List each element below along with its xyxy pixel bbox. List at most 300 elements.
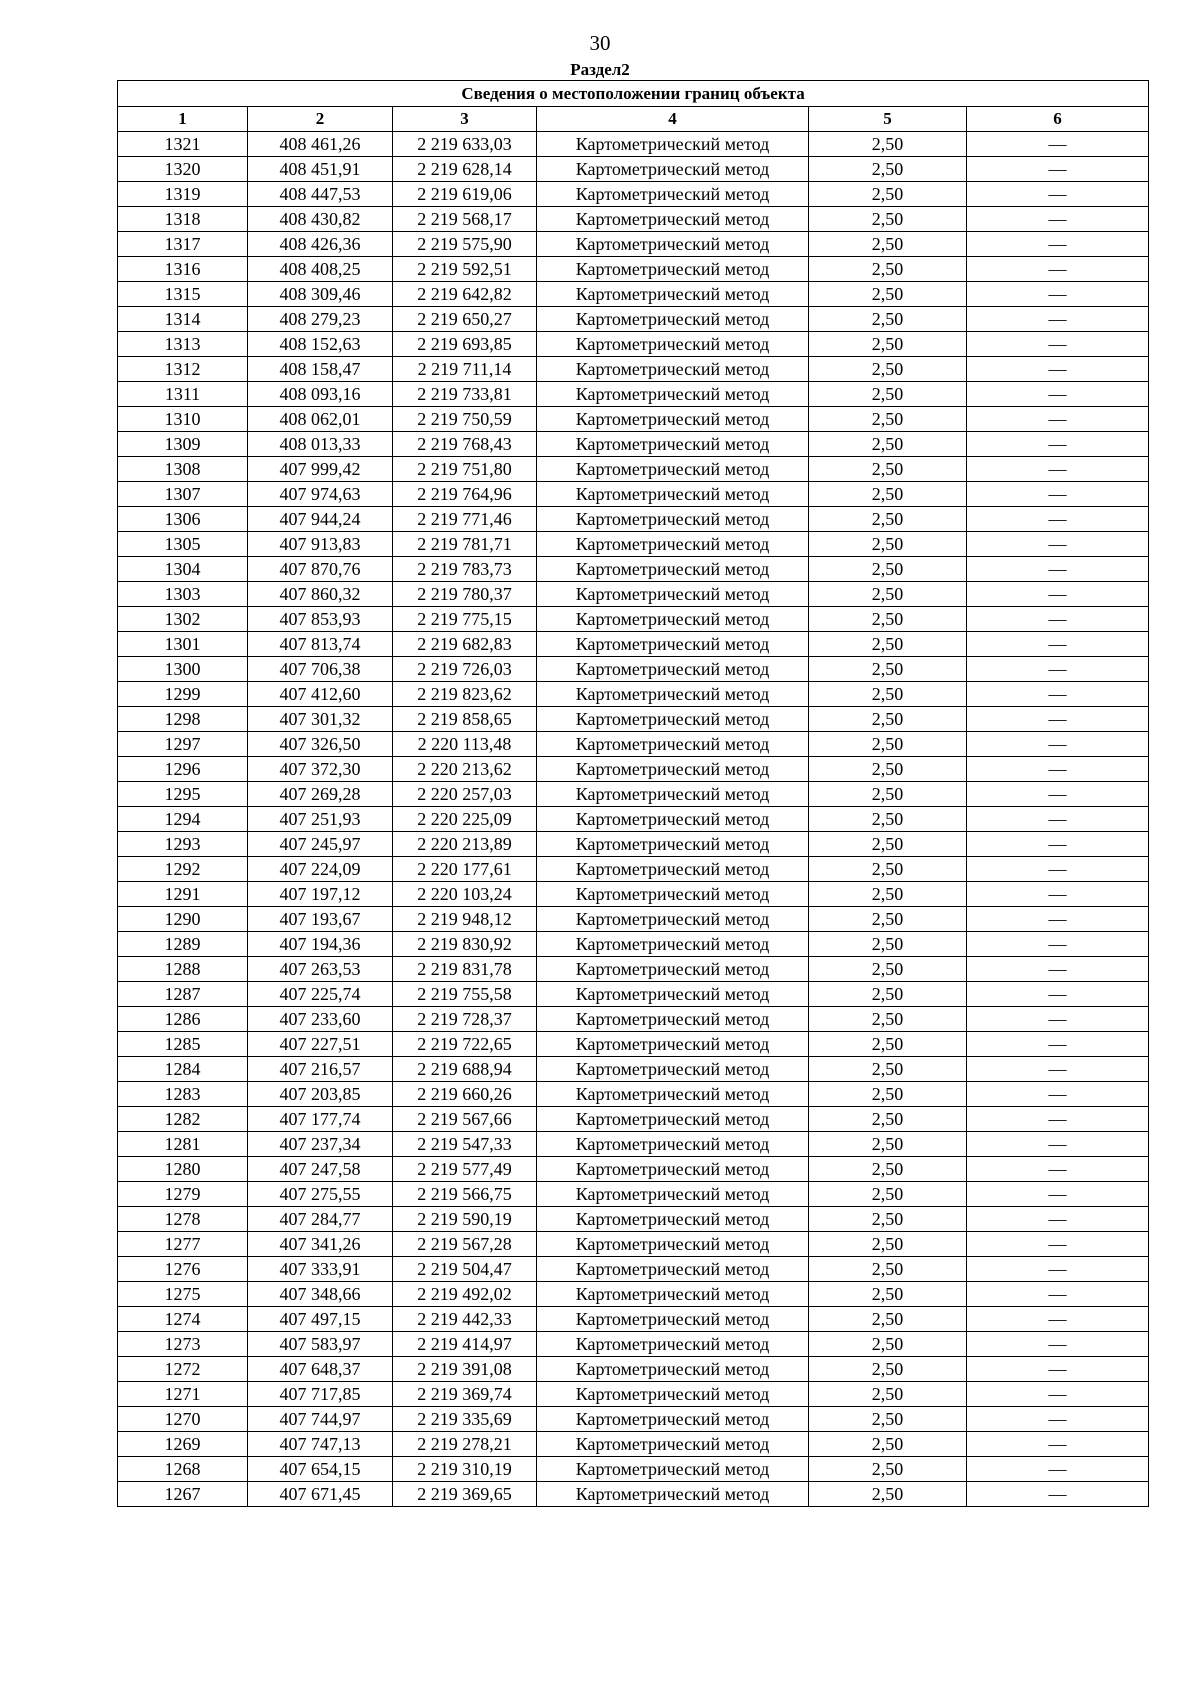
x-coordinate-cell: 407 372,30: [248, 757, 393, 782]
method-cell: Картометрический метод: [537, 357, 809, 382]
x-coordinate-cell: 407 301,32: [248, 707, 393, 732]
method-cell: Картометрический метод: [537, 807, 809, 832]
description-cell: —: [967, 357, 1149, 382]
x-coordinate-cell: 407 224,09: [248, 857, 393, 882]
description-cell: —: [967, 1132, 1149, 1157]
accuracy-cell: 2,50: [809, 1357, 967, 1382]
point-number-cell: 1312: [118, 357, 248, 382]
accuracy-cell: 2,50: [809, 282, 967, 307]
x-coordinate-cell: 407 853,93: [248, 607, 393, 632]
accuracy-cell: 2,50: [809, 1457, 967, 1482]
method-cell: Картометрический метод: [537, 832, 809, 857]
accuracy-cell: 2,50: [809, 1132, 967, 1157]
point-number-cell: 1309: [118, 432, 248, 457]
method-cell: Картометрический метод: [537, 382, 809, 407]
point-number-cell: 1271: [118, 1382, 248, 1407]
description-cell: —: [967, 1407, 1149, 1432]
description-cell: —: [967, 482, 1149, 507]
page-number: 30: [589, 31, 611, 55]
x-coordinate-cell: 408 279,23: [248, 307, 393, 332]
x-coordinate-cell: 408 430,82: [248, 207, 393, 232]
y-coordinate-cell: 2 220 103,24: [393, 882, 537, 907]
description-cell: —: [967, 1082, 1149, 1107]
point-number-cell: 1279: [118, 1182, 248, 1207]
x-coordinate-cell: 407 284,77: [248, 1207, 393, 1232]
x-coordinate-cell: 407 263,53: [248, 957, 393, 982]
y-coordinate-cell: 2 219 650,27: [393, 307, 537, 332]
description-cell: —: [967, 1107, 1149, 1132]
y-coordinate-cell: 2 219 693,85: [393, 332, 537, 357]
y-coordinate-cell: 2 219 633,03: [393, 132, 537, 157]
point-number-cell: 1291: [118, 882, 248, 907]
point-number-cell: 1268: [118, 1457, 248, 1482]
table-row: [118, 232, 1149, 257]
method-cell: Картометрический метод: [537, 557, 809, 582]
accuracy-cell: 2,50: [809, 582, 967, 607]
method-cell: Картометрический метод: [537, 607, 809, 632]
x-coordinate-cell: 407 870,76: [248, 557, 393, 582]
point-number-cell: 1292: [118, 857, 248, 882]
point-number-cell: 1318: [118, 207, 248, 232]
y-coordinate-cell: 2 219 722,65: [393, 1032, 537, 1057]
y-coordinate-cell: 2 219 831,78: [393, 957, 537, 982]
table-row: [118, 582, 1149, 607]
y-coordinate-cell: 2 219 278,21: [393, 1432, 537, 1457]
method-cell: Картометрический метод: [537, 732, 809, 757]
accuracy-cell: 2,50: [809, 1482, 967, 1507]
point-number-cell: 1269: [118, 1432, 248, 1457]
accuracy-cell: 2,50: [809, 1332, 967, 1357]
description-cell: —: [967, 1482, 1149, 1507]
accuracy-cell: 2,50: [809, 682, 967, 707]
y-coordinate-cell: 2 219 750,59: [393, 407, 537, 432]
y-coordinate-cell: 2 219 642,82: [393, 282, 537, 307]
y-coordinate-cell: 2 220 213,89: [393, 832, 537, 857]
section-title: Раздел2: [570, 60, 630, 79]
method-cell: Картометрический метод: [537, 707, 809, 732]
x-coordinate-cell: 407 227,51: [248, 1032, 393, 1057]
x-coordinate-cell: 408 158,47: [248, 357, 393, 382]
table-header-row: [118, 107, 1149, 132]
point-number-cell: 1303: [118, 582, 248, 607]
method-cell: Картометрический метод: [537, 1357, 809, 1382]
table-caption: Сведения о местоположении границ объекта: [118, 81, 1149, 107]
description-cell: —: [967, 607, 1149, 632]
point-number-cell: 1321: [118, 132, 248, 157]
description-cell: —: [967, 1157, 1149, 1182]
method-cell: Картометрический метод: [537, 632, 809, 657]
accuracy-cell: 2,50: [809, 1432, 967, 1457]
description-cell: —: [967, 1232, 1149, 1257]
point-number-cell: 1320: [118, 157, 248, 182]
accuracy-cell: 2,50: [809, 957, 967, 982]
y-coordinate-cell: 2 219 711,14: [393, 357, 537, 382]
table-row: [118, 1382, 1149, 1407]
table-body: [118, 132, 1149, 1507]
point-number-cell: 1287: [118, 982, 248, 1007]
table-row: [118, 807, 1149, 832]
description-cell: —: [967, 232, 1149, 257]
y-coordinate-cell: 2 219 823,62: [393, 682, 537, 707]
x-coordinate-cell: 407 583,97: [248, 1332, 393, 1357]
point-number-cell: 1300: [118, 657, 248, 682]
description-cell: —: [967, 1457, 1149, 1482]
point-number-cell: 1273: [118, 1332, 248, 1357]
description-cell: —: [967, 807, 1149, 832]
accuracy-cell: 2,50: [809, 1382, 967, 1407]
y-coordinate-cell: 2 219 577,49: [393, 1157, 537, 1182]
description-cell: —: [967, 1282, 1149, 1307]
method-cell: Картометрический метод: [537, 1307, 809, 1332]
x-coordinate-cell: 407 671,45: [248, 1482, 393, 1507]
y-coordinate-cell: 2 219 442,33: [393, 1307, 537, 1332]
accuracy-cell: 2,50: [809, 757, 967, 782]
table-row: [118, 1432, 1149, 1457]
table-row: [118, 757, 1149, 782]
description-cell: —: [967, 182, 1149, 207]
y-coordinate-cell: 2 219 391,08: [393, 1357, 537, 1382]
y-coordinate-cell: 2 219 492,02: [393, 1282, 537, 1307]
x-coordinate-cell: 407 247,58: [248, 1157, 393, 1182]
description-cell: —: [967, 657, 1149, 682]
description-cell: —: [967, 1257, 1149, 1282]
table-row: [118, 457, 1149, 482]
accuracy-cell: 2,50: [809, 907, 967, 932]
x-coordinate-cell: 407 706,38: [248, 657, 393, 682]
method-cell: Картометрический метод: [537, 1457, 809, 1482]
y-coordinate-cell: 2 219 619,06: [393, 182, 537, 207]
description-cell: —: [967, 1432, 1149, 1457]
point-number-cell: 1307: [118, 482, 248, 507]
x-coordinate-cell: 407 744,97: [248, 1407, 393, 1432]
method-cell: Картометрический метод: [537, 282, 809, 307]
point-number-cell: 1293: [118, 832, 248, 857]
point-number-cell: 1284: [118, 1057, 248, 1082]
x-coordinate-cell: 407 251,93: [248, 807, 393, 832]
point-number-cell: 1285: [118, 1032, 248, 1057]
y-coordinate-cell: 2 219 830,92: [393, 932, 537, 957]
method-cell: Картометрический метод: [537, 1182, 809, 1207]
accuracy-cell: 2,50: [809, 707, 967, 732]
accuracy-cell: 2,50: [809, 1232, 967, 1257]
method-cell: Картометрический метод: [537, 982, 809, 1007]
description-cell: —: [967, 1032, 1149, 1057]
description-cell: —: [967, 582, 1149, 607]
point-number-cell: 1315: [118, 282, 248, 307]
method-cell: Картометрический метод: [537, 207, 809, 232]
method-cell: Картометрический метод: [537, 657, 809, 682]
y-coordinate-cell: 2 219 628,14: [393, 157, 537, 182]
table-row: [118, 607, 1149, 632]
accuracy-cell: 2,50: [809, 732, 967, 757]
description-cell: —: [967, 1207, 1149, 1232]
point-number-cell: 1270: [118, 1407, 248, 1432]
description-cell: —: [967, 882, 1149, 907]
table-row: [118, 282, 1149, 307]
table-row: [118, 632, 1149, 657]
method-cell: Картометрический метод: [537, 1407, 809, 1432]
accuracy-cell: 2,50: [809, 407, 967, 432]
y-coordinate-cell: 2 220 225,09: [393, 807, 537, 832]
description-cell: —: [967, 1357, 1149, 1382]
description-cell: —: [967, 1057, 1149, 1082]
accuracy-cell: 2,50: [809, 932, 967, 957]
y-coordinate-cell: 2 219 948,12: [393, 907, 537, 932]
x-coordinate-cell: 407 341,26: [248, 1232, 393, 1257]
x-coordinate-cell: 407 193,67: [248, 907, 393, 932]
table-row: [118, 1482, 1149, 1507]
table-row: [118, 882, 1149, 907]
method-cell: Картометрический метод: [537, 457, 809, 482]
table-row: [118, 682, 1149, 707]
accuracy-cell: 2,50: [809, 607, 967, 632]
accuracy-cell: 2,50: [809, 332, 967, 357]
table-row: [118, 707, 1149, 732]
y-coordinate-cell: 2 219 771,46: [393, 507, 537, 532]
point-number-cell: 1298: [118, 707, 248, 732]
accuracy-cell: 2,50: [809, 832, 967, 857]
x-coordinate-cell: 407 913,83: [248, 532, 393, 557]
method-cell: Картометрический метод: [537, 1107, 809, 1132]
method-cell: Картометрический метод: [537, 1232, 809, 1257]
table-row: [118, 382, 1149, 407]
method-cell: Картометрический метод: [537, 857, 809, 882]
table-row: [118, 407, 1149, 432]
y-coordinate-cell: 2 219 780,37: [393, 582, 537, 607]
point-number-cell: 1313: [118, 332, 248, 357]
description-cell: —: [967, 1307, 1149, 1332]
table-row: [118, 657, 1149, 682]
accuracy-cell: 2,50: [809, 132, 967, 157]
description-cell: —: [967, 632, 1149, 657]
point-number-cell: 1278: [118, 1207, 248, 1232]
point-number-cell: 1274: [118, 1307, 248, 1332]
description-cell: —: [967, 957, 1149, 982]
point-number-cell: 1277: [118, 1232, 248, 1257]
accuracy-cell: 2,50: [809, 982, 967, 1007]
y-coordinate-cell: 2 219 568,17: [393, 207, 537, 232]
point-number-cell: 1283: [118, 1082, 248, 1107]
accuracy-cell: 2,50: [809, 432, 967, 457]
table-row: [118, 1332, 1149, 1357]
description-cell: —: [967, 557, 1149, 582]
x-coordinate-cell: 408 408,25: [248, 257, 393, 282]
column-header: 5: [809, 107, 967, 132]
table-row: [118, 857, 1149, 882]
column-header: 2: [248, 107, 393, 132]
table-row: [118, 257, 1149, 282]
point-number-cell: 1311: [118, 382, 248, 407]
y-coordinate-cell: 2 219 335,69: [393, 1407, 537, 1432]
description-cell: —: [967, 857, 1149, 882]
accuracy-cell: 2,50: [809, 207, 967, 232]
accuracy-cell: 2,50: [809, 457, 967, 482]
accuracy-cell: 2,50: [809, 857, 967, 882]
point-number-cell: 1306: [118, 507, 248, 532]
description-cell: —: [967, 932, 1149, 957]
table-row: [118, 1457, 1149, 1482]
table-row: [118, 1082, 1149, 1107]
table-row: [118, 1307, 1149, 1332]
y-coordinate-cell: 2 219 858,65: [393, 707, 537, 732]
x-coordinate-cell: 407 654,15: [248, 1457, 393, 1482]
x-coordinate-cell: 408 447,53: [248, 182, 393, 207]
x-coordinate-cell: 407 197,12: [248, 882, 393, 907]
method-cell: Картометрический метод: [537, 1082, 809, 1107]
description-cell: —: [967, 782, 1149, 807]
accuracy-cell: 2,50: [809, 307, 967, 332]
table-row: [118, 932, 1149, 957]
y-coordinate-cell: 2 219 369,65: [393, 1482, 537, 1507]
x-coordinate-cell: 407 275,55: [248, 1182, 393, 1207]
table-row: [118, 157, 1149, 182]
description-cell: —: [967, 1182, 1149, 1207]
accuracy-cell: 2,50: [809, 557, 967, 582]
method-cell: Картометрический метод: [537, 432, 809, 457]
point-number-cell: 1290: [118, 907, 248, 932]
table-row: [118, 832, 1149, 857]
x-coordinate-cell: 407 233,60: [248, 1007, 393, 1032]
description-cell: —: [967, 207, 1149, 232]
accuracy-cell: 2,50: [809, 882, 967, 907]
method-cell: Картометрический метод: [537, 182, 809, 207]
method-cell: Картометрический метод: [537, 1432, 809, 1457]
description-cell: —: [967, 282, 1149, 307]
method-cell: Картометрический метод: [537, 757, 809, 782]
accuracy-cell: 2,50: [809, 357, 967, 382]
method-cell: Картометрический метод: [537, 1482, 809, 1507]
accuracy-cell: 2,50: [809, 657, 967, 682]
method-cell: Картометрический метод: [537, 332, 809, 357]
accuracy-cell: 2,50: [809, 182, 967, 207]
x-coordinate-cell: 407 648,37: [248, 1357, 393, 1382]
y-coordinate-cell: 2 220 177,61: [393, 857, 537, 882]
x-coordinate-cell: 407 194,36: [248, 932, 393, 957]
x-coordinate-cell: 408 426,36: [248, 232, 393, 257]
x-coordinate-cell: 407 348,66: [248, 1282, 393, 1307]
x-coordinate-cell: 408 451,91: [248, 157, 393, 182]
table-row: [118, 507, 1149, 532]
y-coordinate-cell: 2 219 682,83: [393, 632, 537, 657]
x-coordinate-cell: 407 216,57: [248, 1057, 393, 1082]
method-cell: Картометрический метод: [537, 1032, 809, 1057]
description-cell: —: [967, 532, 1149, 557]
point-number-cell: 1281: [118, 1132, 248, 1157]
y-coordinate-cell: 2 219 733,81: [393, 382, 537, 407]
description-cell: —: [967, 1382, 1149, 1407]
table-row: [118, 1357, 1149, 1382]
y-coordinate-cell: 2 219 768,43: [393, 432, 537, 457]
table-row: [118, 1182, 1149, 1207]
table-row: [118, 432, 1149, 457]
x-coordinate-cell: 407 269,28: [248, 782, 393, 807]
method-cell: Картометрический метод: [537, 1282, 809, 1307]
method-cell: Картометрический метод: [537, 1057, 809, 1082]
column-header: 3: [393, 107, 537, 132]
accuracy-cell: 2,50: [809, 1032, 967, 1057]
method-cell: Картометрический метод: [537, 582, 809, 607]
y-coordinate-cell: 2 219 783,73: [393, 557, 537, 582]
y-coordinate-cell: 2 220 113,48: [393, 732, 537, 757]
method-cell: Картометрический метод: [537, 882, 809, 907]
table-row: [118, 1007, 1149, 1032]
description-cell: —: [967, 157, 1149, 182]
point-number-cell: 1314: [118, 307, 248, 332]
accuracy-cell: 2,50: [809, 382, 967, 407]
accuracy-cell: 2,50: [809, 257, 967, 282]
x-coordinate-cell: 407 999,42: [248, 457, 393, 482]
point-number-cell: 1280: [118, 1157, 248, 1182]
x-coordinate-cell: 408 461,26: [248, 132, 393, 157]
description-cell: —: [967, 382, 1149, 407]
method-cell: Картометрический метод: [537, 1132, 809, 1157]
x-coordinate-cell: 407 860,32: [248, 582, 393, 607]
description-cell: —: [967, 732, 1149, 757]
point-number-cell: 1302: [118, 607, 248, 632]
method-cell: Картометрический метод: [537, 1157, 809, 1182]
accuracy-cell: 2,50: [809, 1082, 967, 1107]
description-cell: —: [967, 682, 1149, 707]
point-number-cell: 1319: [118, 182, 248, 207]
description-cell: —: [967, 507, 1149, 532]
description-cell: —: [967, 832, 1149, 857]
point-number-cell: 1316: [118, 257, 248, 282]
accuracy-cell: 2,50: [809, 782, 967, 807]
point-number-cell: 1294: [118, 807, 248, 832]
table-row: [118, 782, 1149, 807]
point-number-cell: 1267: [118, 1482, 248, 1507]
description-cell: —: [967, 307, 1149, 332]
x-coordinate-cell: 407 497,15: [248, 1307, 393, 1332]
y-coordinate-cell: 2 219 504,47: [393, 1257, 537, 1282]
point-number-cell: 1308: [118, 457, 248, 482]
table-row: [118, 332, 1149, 357]
x-coordinate-cell: 407 813,74: [248, 632, 393, 657]
point-number-cell: 1301: [118, 632, 248, 657]
accuracy-cell: 2,50: [809, 1307, 967, 1332]
point-number-cell: 1296: [118, 757, 248, 782]
method-cell: Картометрический метод: [537, 307, 809, 332]
accuracy-cell: 2,50: [809, 482, 967, 507]
column-header: 4: [537, 107, 809, 132]
accuracy-cell: 2,50: [809, 1057, 967, 1082]
description-cell: —: [967, 1332, 1149, 1357]
method-cell: Картометрический метод: [537, 407, 809, 432]
x-coordinate-cell: 407 412,60: [248, 682, 393, 707]
table-row: [118, 1157, 1149, 1182]
table-row: [118, 907, 1149, 932]
point-number-cell: 1317: [118, 232, 248, 257]
column-header: 1: [118, 107, 248, 132]
description-cell: —: [967, 432, 1149, 457]
method-cell: Картометрический метод: [537, 957, 809, 982]
accuracy-cell: 2,50: [809, 1157, 967, 1182]
point-number-cell: 1304: [118, 557, 248, 582]
y-coordinate-cell: 2 219 688,94: [393, 1057, 537, 1082]
method-cell: Картометрический метод: [537, 482, 809, 507]
method-cell: Картометрический метод: [537, 232, 809, 257]
table-caption-row: [118, 81, 1149, 107]
y-coordinate-cell: 2 220 213,62: [393, 757, 537, 782]
table-row: [118, 357, 1149, 382]
y-coordinate-cell: 2 219 726,03: [393, 657, 537, 682]
accuracy-cell: 2,50: [809, 632, 967, 657]
point-number-cell: 1297: [118, 732, 248, 757]
y-coordinate-cell: 2 219 751,80: [393, 457, 537, 482]
method-cell: Картометрический метод: [537, 1257, 809, 1282]
x-coordinate-cell: 408 093,16: [248, 382, 393, 407]
method-cell: Картометрический метод: [537, 157, 809, 182]
